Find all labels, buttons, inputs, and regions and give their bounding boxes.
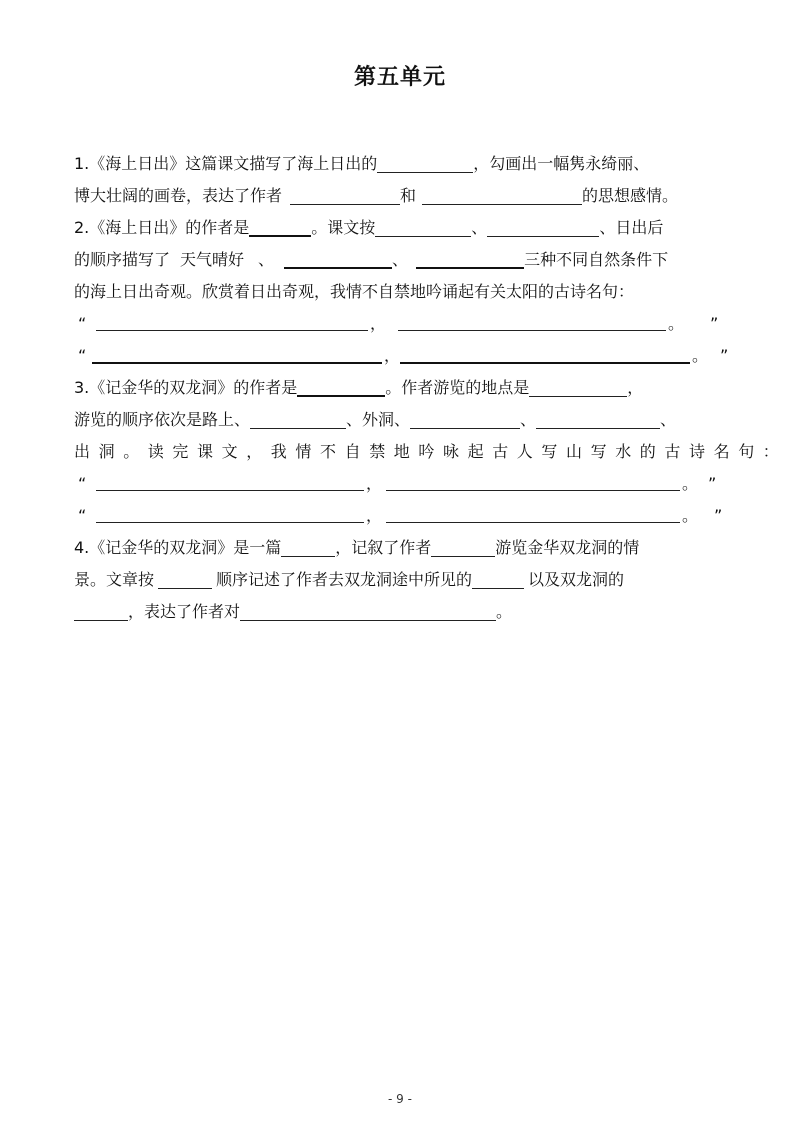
- q2-text-3: 、: [471, 218, 488, 237]
- q4-text-8: 。: [496, 602, 513, 621]
- q4-blank-4[interactable]: [472, 570, 524, 589]
- q2-open-quote-2: “: [78, 346, 87, 365]
- q2-poem-blank-4[interactable]: [400, 362, 690, 364]
- q3-blank-3[interactable]: [250, 410, 346, 429]
- q3-poem-row-2: [74, 500, 734, 532]
- q2-poem-blank-2[interactable]: [398, 330, 666, 331]
- q3-blank-2[interactable]: [529, 378, 627, 397]
- q1-blank-3[interactable]: [422, 186, 582, 205]
- q4-blank-2[interactable]: [431, 538, 495, 557]
- q2-comma-1: ，: [370, 314, 387, 333]
- q2-line-1: [74, 212, 734, 244]
- q1-text-4: 和: [400, 186, 417, 205]
- q1-text-1: 《海上日出》这篇课文描写了海上日出的: [89, 154, 378, 173]
- q2-text-7: 、: [258, 250, 275, 269]
- q2-number: 2.: [74, 218, 90, 237]
- q4-line-2: [74, 564, 734, 596]
- q4-number: 4.: [74, 538, 90, 557]
- q2-line-3: [74, 276, 734, 308]
- q3-text-8: 出洞。读完课文，我情不自禁地吟咏起古人写山写水的古诗名句：: [74, 442, 788, 461]
- q3-text-6: 、: [520, 410, 537, 429]
- q3-text-3: ，: [627, 378, 644, 397]
- q2-poem-blank-3[interactable]: [92, 362, 382, 364]
- q4-line-3: [74, 596, 734, 628]
- q2-text-10: 的海上日出奇观。欣赏着日出奇观，我情不自禁地吟诵起有关太阳的古诗名句：: [74, 282, 635, 301]
- q1-line-2: [74, 180, 734, 212]
- q3-close-quote-2: ”: [714, 506, 723, 525]
- q2-blank-2[interactable]: [375, 218, 471, 237]
- q4-text-3: 游览金华双龙洞的情: [495, 538, 640, 557]
- q2-text-4: 、日出后: [599, 218, 664, 237]
- q2-filled-answer: 天气晴好: [180, 250, 245, 269]
- q2-close-quote-1: ”: [710, 314, 719, 333]
- q4-blank-6[interactable]: [240, 602, 496, 621]
- q2-poem-blank-1[interactable]: [96, 330, 368, 331]
- q3-period-2: 。: [682, 506, 699, 525]
- q3-text-7: 、: [660, 410, 677, 429]
- q4-blank-1[interactable]: [281, 538, 335, 557]
- q3-text-4: 游览的顺序依次是路上、: [74, 410, 251, 429]
- q2-text-5: 的顺序描写了: [74, 250, 171, 269]
- q2-comma-2: ，: [384, 346, 401, 365]
- q4-text-5: 顺序记述了作者去双龙洞途中所见的: [216, 570, 473, 589]
- q3-text-1: 《记金华的双龙洞》的作者是: [89, 378, 298, 397]
- q3-poem-blank-2[interactable]: [386, 490, 680, 491]
- q3-poem-blank-3[interactable]: [96, 522, 364, 523]
- q3-poem-blank-4[interactable]: [386, 522, 680, 523]
- q3-line-2: [74, 404, 734, 436]
- page-title: 第五单元: [353, 65, 446, 90]
- q2-blank-4[interactable]: [284, 249, 392, 269]
- q4-blank-5[interactable]: [74, 602, 128, 621]
- q4-line-1: [74, 532, 734, 564]
- q4-text-1: 《记金华的双龙洞》是一篇: [89, 538, 282, 557]
- q3-text-5: 、外洞、: [346, 410, 411, 429]
- q2-text-9: 三种不同自然条件下: [524, 250, 669, 269]
- q3-number: 3.: [74, 378, 90, 397]
- q2-period-2: 。: [692, 346, 709, 365]
- q3-poem-row-1: [74, 468, 734, 500]
- q2-text-8: 、: [392, 250, 409, 269]
- q4-text-2: ，记叙了作者: [335, 538, 432, 557]
- q4-text-6: 以及双龙洞的: [528, 570, 625, 589]
- q1-text-5: 的思想感情。: [582, 186, 679, 205]
- q3-close-quote-1: ”: [708, 474, 717, 493]
- q2-text-2: 。课文按: [311, 218, 376, 237]
- q1-blank-1[interactable]: [377, 154, 473, 173]
- q4-text-7: ，表达了作者对: [128, 602, 241, 621]
- q2-open-quote-1: “: [78, 314, 87, 333]
- q2-close-quote-2: ”: [720, 346, 729, 365]
- q3-blank-1[interactable]: [297, 377, 385, 397]
- q4-text-4: 景。文章按: [74, 570, 155, 589]
- q1-number: 1.: [74, 154, 90, 173]
- q3-line-3: [74, 436, 788, 468]
- q2-blank-5[interactable]: [416, 249, 524, 269]
- q4-blank-3[interactable]: [158, 570, 212, 589]
- q3-poem-blank-1[interactable]: [96, 490, 364, 491]
- q1-text-3: 博大壮阔的画卷，表达了作者: [74, 186, 283, 205]
- page-number: - 9 -: [388, 1092, 412, 1106]
- q3-line-1: [74, 372, 734, 404]
- q2-text-1: 《海上日出》的作者是: [89, 218, 250, 237]
- q3-comma-1: ，: [366, 474, 383, 493]
- questions: [74, 148, 788, 628]
- q1-blank-2[interactable]: [290, 186, 400, 205]
- q2-line-2: [74, 244, 734, 276]
- q1-text-2: ，勾画出一幅隽永绮丽、: [473, 154, 650, 173]
- q1-line-1: [74, 148, 734, 180]
- q2-poem-row-2: [74, 340, 734, 372]
- q3-open-quote-1: “: [78, 474, 87, 493]
- q3-period-1: 。: [682, 474, 699, 493]
- q2-blank-1[interactable]: [249, 217, 311, 237]
- q3-open-quote-2: “: [78, 506, 87, 525]
- q3-blank-5[interactable]: [536, 410, 660, 429]
- q2-blank-3[interactable]: [487, 218, 599, 237]
- q3-text-2: 。作者游览的地点是: [385, 378, 530, 397]
- q3-blank-4[interactable]: [410, 410, 520, 429]
- q3-comma-2: ，: [366, 506, 383, 525]
- q2-period-1: 。: [668, 314, 685, 333]
- q2-poem-row-1: [74, 308, 734, 340]
